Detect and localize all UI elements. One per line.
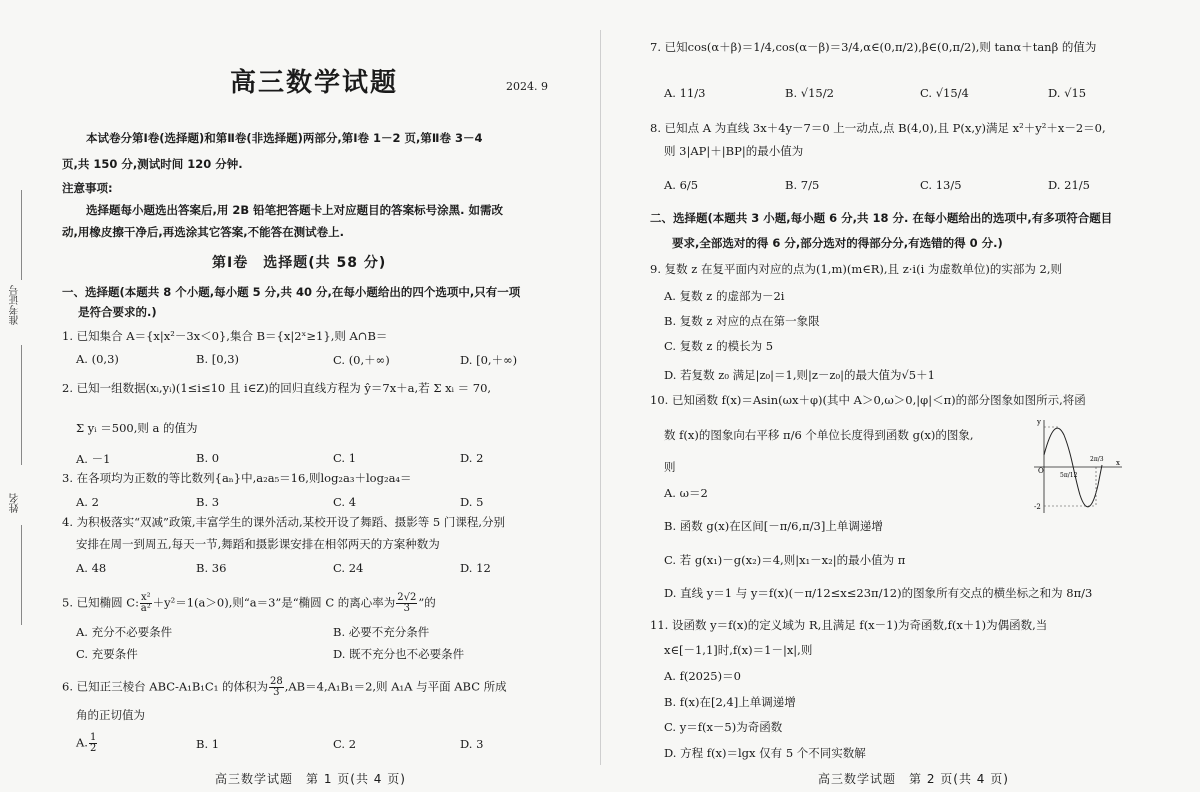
section-heading: 一、选择题(本题共 8 个小题,每小题 5 分,共 40 分,在每小题给出的四个选项中,只有一项 bbox=[62, 285, 521, 299]
question-10-stem: 则 bbox=[664, 460, 676, 474]
q1-option-d: D. [0,＋∞) bbox=[460, 353, 518, 367]
question-8-stem: 则 3|AP|＋|BP|的最小值为 bbox=[664, 144, 804, 158]
sine-curve bbox=[1044, 428, 1102, 507]
admission-number-label: 准考证号 bbox=[10, 285, 21, 325]
q11-option-a: A. f(2025)＝0 bbox=[664, 669, 741, 683]
y-axis-label: y bbox=[1037, 418, 1041, 426]
q9-option-c: C. 复数 z 的模长为 5 bbox=[664, 339, 774, 353]
section-heading: 二、选择题(本题共 3 小题,每小题 6 分,共 18 分. 在每小题给出的选项中,有多项符合题目 bbox=[650, 211, 1113, 225]
fraction: $\frac{2√2}{3}$ bbox=[397, 592, 417, 614]
q5-option-b: B. 必要不充分条件 bbox=[333, 625, 430, 639]
question-4-stem: 安排在周一到周五,每天一节,舞蹈和摄影课安排在相邻两天的方案种数为 bbox=[76, 537, 440, 551]
q5-option-c: C. 充要条件 bbox=[76, 647, 138, 661]
q10-option-d: D. 直线 y＝1 与 y＝f(x)(－π/12≤x≤23π/12)的图象所有交点的横坐标之和为 8π/3 bbox=[664, 586, 1093, 600]
page-footer: 高三数学试题 第 1 页(共 4 页) bbox=[215, 772, 406, 786]
tick-label: 2π/3 bbox=[1090, 456, 1104, 463]
q11-option-c: C. y＝f(x－5)为奇函数 bbox=[664, 720, 783, 734]
fraction: $\frac{\text{x²}}{\text{a²}}$ bbox=[140, 592, 151, 614]
question-1-stem: 1. 已知集合 A＝{x|x²－3x＜0},集合 B＝{x|2ˣ≥1},则 A∩B＝ bbox=[62, 329, 388, 343]
intro-line: 页,共 150 分,测试时间 120 分钟. bbox=[62, 157, 243, 171]
q3-option-d: D. 5 bbox=[460, 495, 484, 509]
notice-line: 动,用橡皮擦干净后,再选涂其它答案,不能答在测试卷上. bbox=[62, 225, 344, 239]
q10-option-c: C. 若 g(x₁)－g(x₂)＝4,则|x₁－x₂|的最小值为 π bbox=[664, 553, 906, 567]
question-10-stem: 10. 已知函数 f(x)＝Asin(ωx＋φ)(其中 A＞0,ω＞0,|φ|＜π)的部分图象如图所示,将函 bbox=[650, 393, 1086, 407]
q7-option-d: D. √15 bbox=[1048, 86, 1087, 100]
q5-option-a: A. 充分不必要条件 bbox=[76, 625, 173, 639]
q8-option-d: D. 21/5 bbox=[1048, 178, 1090, 192]
q4-option-d: D. 12 bbox=[460, 561, 491, 575]
question-5-stem: 5. 已知椭圆 C: $\frac{\text{x²}}{\text{a²}}$ ＋y²＝1(a＞0),则“a＝3”是“椭圆 C 的离心率为 $\frac{2√2}{3}$ ”的 bbox=[62, 592, 436, 614]
fraction: $\frac{28}{3}$ bbox=[269, 676, 283, 698]
q3-option-b: B. 3 bbox=[196, 495, 220, 509]
section-heading: 要求,全部选对的得 6 分,部分选对的得部分分,有选错的得 0 分.) bbox=[672, 236, 1003, 250]
function-graph bbox=[1030, 415, 1125, 515]
question-10-stem: 数 f(x)的图象向右平移 π/6 个单位长度得到函数 g(x)的图象, bbox=[664, 428, 974, 442]
x-axis-label: x bbox=[1116, 459, 1120, 467]
q2-option-c: C. 1 bbox=[333, 451, 357, 465]
binding-line bbox=[21, 525, 22, 625]
notice-title: 注意事项: bbox=[62, 181, 113, 195]
question-6-stem: 6. 已知正三棱台 ABC-A₁B₁C₁ 的体积为 $\frac{28}{3}$ ,AB＝4,A₁B₁＝2,则 A₁A 与平面 ABC 所成 bbox=[62, 676, 507, 698]
question-2-stem: Σ yᵢ ＝500,则 a 的值为 bbox=[76, 421, 198, 435]
q7-option-a: A. 11/3 bbox=[664, 86, 706, 100]
q7-option-b: B. √15/2 bbox=[785, 86, 834, 100]
exam-page-2 bbox=[600, 0, 1200, 792]
q3-option-a: A. 2 bbox=[76, 495, 99, 509]
notice-line: 选择题每小题选出答案后,用 2B 铅笔把答题卡上对应题目的答案标号涂黑. 如需改 bbox=[86, 203, 504, 217]
q6-option-c: C. 2 bbox=[333, 737, 357, 751]
q2-option-d: D. 2 bbox=[460, 451, 484, 465]
question-11-stem: x∈[－1,1]时,f(x)＝1－|x|,则 bbox=[664, 643, 813, 657]
q5-option-d: D. 既不充分也不必要条件 bbox=[333, 647, 465, 661]
q8-option-b: B. 7/5 bbox=[785, 178, 820, 192]
q4-option-a: A. 48 bbox=[76, 561, 107, 575]
q9-option-d: D. 若复数 z₀ 满足|z₀|＝1,则|z－z₀|的最大值为√5＋1 bbox=[664, 368, 935, 382]
question-2-stem: 2. 已知一组数据(xᵢ,yᵢ)(1≤i≤10 且 i∈Z)的回归直线方程为 ŷ＝7x＋a,若 Σ xᵢ ＝ 70, bbox=[62, 381, 492, 395]
q8-option-c: C. 13/5 bbox=[920, 178, 962, 192]
exam-date: 2024. 9 bbox=[506, 80, 548, 93]
fraction: $\frac{1}{2}$ bbox=[89, 732, 97, 754]
binding-line bbox=[21, 345, 22, 465]
q2-option-b: B. 0 bbox=[196, 451, 220, 465]
intro-line: 本试卷分第Ⅰ卷(选择题)和第Ⅱ卷(非选择题)两部分,第Ⅰ卷 1－2 页,第Ⅱ卷 3－4 bbox=[86, 131, 483, 145]
q2-option-a: A. －1 bbox=[76, 452, 111, 466]
question-8-stem: 8. 已知点 A 为直线 3x＋4y－7＝0 上一动点,点 B(4,0),且 P(x,y)满足 x²＋y²＋x－2＝0, bbox=[650, 121, 1106, 135]
q11-option-b: B. f(x)在[2,4]上单调递增 bbox=[664, 695, 796, 709]
q7-option-c: C. √15/4 bbox=[920, 86, 969, 100]
q10-option-b: B. 函数 g(x)在区间[－π/6,π/3]上单调递增 bbox=[664, 519, 883, 533]
q1-option-c: C. (0,＋∞) bbox=[333, 353, 390, 367]
question-11-stem: 11. 设函数 y＝f(x)的定义域为 R,且满足 f(x－1)为奇函数,f(x＋1)为偶函数,当 bbox=[650, 618, 1048, 632]
q3-option-c: C. 4 bbox=[333, 495, 357, 509]
min-label: -2 bbox=[1034, 503, 1041, 511]
question-7-stem: 7. 已知cos(α＋β)＝1/4,cos(α－β)＝3/4,α∈(0,π/2),β∈(0,π/2),则 tanα＋tanβ 的值为 bbox=[650, 40, 1097, 54]
origin-label: O bbox=[1038, 467, 1044, 475]
q10-option-a: A. ω＝2 bbox=[664, 486, 708, 500]
volume-heading: 第Ⅰ卷 选择题(共 58 分) bbox=[212, 255, 387, 271]
q6-option-a: A. $\frac{1}{2}$ bbox=[76, 732, 97, 754]
question-6-stem: 角的正切值为 bbox=[76, 708, 145, 722]
q6-option-d: D. 3 bbox=[460, 737, 484, 751]
q6-option-b: B. 1 bbox=[196, 737, 220, 751]
tick-label: 5π/12 bbox=[1060, 472, 1078, 479]
exam-title: 高三数学试题 bbox=[230, 68, 399, 98]
q8-option-a: A. 6/5 bbox=[664, 178, 699, 192]
q9-option-a: A. 复数 z 的虚部为－2i bbox=[664, 289, 785, 303]
question-4-stem: 4. 为积极落实“双减”政策,丰富学生的课外活动,某校开设了舞蹈、摄影等 5 门课程,分别 bbox=[62, 515, 505, 529]
question-9-stem: 9. 复数 z 在复平面内对应的点为(1,m)(m∈R),且 z·i(i 为虚数单位)的实部为 2,则 bbox=[650, 262, 1063, 276]
section-heading: 是符合要求的.) bbox=[78, 305, 157, 319]
name-label: 姓名 bbox=[10, 493, 21, 513]
q11-option-d: D. 方程 f(x)＝lgx 仅有 5 个不同实数解 bbox=[664, 746, 866, 760]
q9-option-b: B. 复数 z 对应的点在第一象限 bbox=[664, 314, 820, 328]
q1-option-b: B. [0,3) bbox=[196, 352, 240, 366]
question-3-stem: 3. 在各项均为正数的等比数列{aₙ}中,a₂a₅＝16,则log₂a₃＋log₂a₄＝ bbox=[62, 471, 412, 485]
q4-option-b: B. 36 bbox=[196, 561, 227, 575]
page-footer: 高三数学试题 第 2 页(共 4 页) bbox=[818, 772, 1009, 786]
q1-option-a: A. (0,3) bbox=[76, 352, 119, 366]
q4-option-c: C. 24 bbox=[333, 561, 364, 575]
binding-line bbox=[21, 190, 22, 280]
